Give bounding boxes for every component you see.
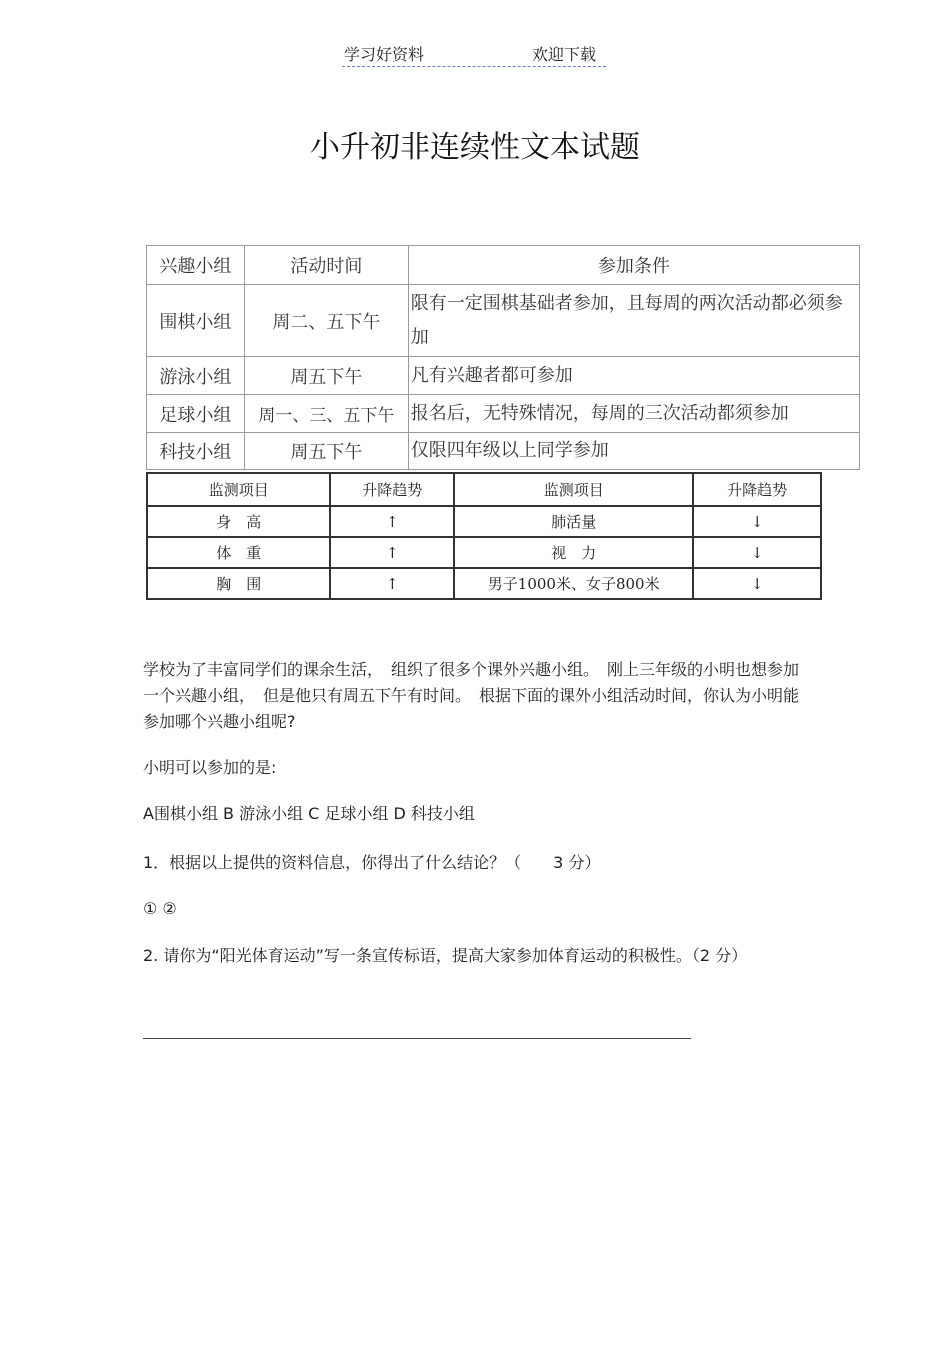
table-cell: 肺活量 <box>454 506 693 537</box>
question-2: 2. 请你为“阳光体育运动”写一条宣传标语，提高大家参加体育运动的积极性。（2 分） <box>143 946 748 965</box>
table-row <box>147 395 860 433</box>
options-text: A围棋小组 B 游泳小组 C 足球小组 D 科技小组 <box>143 804 475 823</box>
table-cell: 报名后，无特殊情况，每周的三次活动都须参加 <box>408 395 859 433</box>
up-arrow-icon: ↑ <box>330 506 454 537</box>
table-header-cell: 监测项目 <box>454 473 693 506</box>
table-cell: 科技小组 <box>147 433 245 470</box>
table-header-row <box>147 246 860 285</box>
question-1-answers: ① ② <box>143 899 177 918</box>
down-arrow-icon: ↓ <box>693 506 821 537</box>
table-cell: 游泳小组 <box>147 357 245 395</box>
page-header <box>342 40 606 67</box>
table-cell: 体 重 <box>147 537 330 568</box>
table-cell: 视 力 <box>454 537 693 568</box>
answer-blank-line[interactable] <box>143 1038 691 1039</box>
prompt-text: 小明可以参加的是: <box>143 758 277 777</box>
page-title: 小升初非连续性文本试题 <box>310 130 640 165</box>
table-header-cell: 升降趋势 <box>330 473 454 506</box>
table-row <box>147 506 821 537</box>
table-row <box>147 357 860 395</box>
table-cell: 胸 围 <box>147 568 330 599</box>
table-cell: 身 高 <box>147 506 330 537</box>
intro-paragraph: 学校为了丰富同学们的课余生活， 组织了很多个课外兴趣小组。 刚上三年级的小明也想参加一个兴趣小组， 但是他只有周五下午有时间。 根据下面的课外小组活动时间，你认为小明能参加哪个兴趣小组呢? <box>143 660 800 731</box>
table-cell: 限有一定围棋基础者参加，且每周的两次活动都必须参加 <box>408 285 859 357</box>
interest-group-table <box>146 245 860 470</box>
table-cell: 周五下午 <box>244 433 408 470</box>
table-header-cell: 兴趣小组 <box>147 246 245 285</box>
table-header-cell: 升降趋势 <box>693 473 821 506</box>
table-header-cell: 监测项目 <box>147 473 330 506</box>
table-header-cell: 活动时间 <box>244 246 408 285</box>
table-cell: 凡有兴趣者都可参加 <box>408 357 859 395</box>
table-row <box>147 433 860 470</box>
table-header-cell: 参加条件 <box>408 246 859 285</box>
down-arrow-icon: ↓ <box>693 537 821 568</box>
table-row <box>147 537 821 568</box>
table-cell: 仅限四年级以上同学参加 <box>408 433 859 470</box>
table-row <box>147 285 860 357</box>
question-1: 1．根据以上提供的资料信息，你得出了什么结论？（ 3 分） <box>143 853 601 872</box>
table-cell: 周五下午 <box>244 357 408 395</box>
table-cell: 足球小组 <box>147 395 245 433</box>
table-cell: 周二、五下午 <box>244 285 408 357</box>
table-cell: 围棋小组 <box>147 285 245 357</box>
header-left-text: 学习好资料 <box>344 45 425 64</box>
table-cell: 男子1000米、女子800米 <box>454 568 693 599</box>
monitoring-table <box>146 472 822 600</box>
table-row <box>147 568 821 599</box>
table-header-row <box>147 473 821 506</box>
down-arrow-icon: ↓ <box>693 568 821 599</box>
table-cell: 周一、三、五下午 <box>244 395 408 433</box>
header-right-text: 欢迎下载 <box>532 45 597 64</box>
up-arrow-icon: ↑ <box>330 537 454 568</box>
up-arrow-icon: ↑ <box>330 568 454 599</box>
